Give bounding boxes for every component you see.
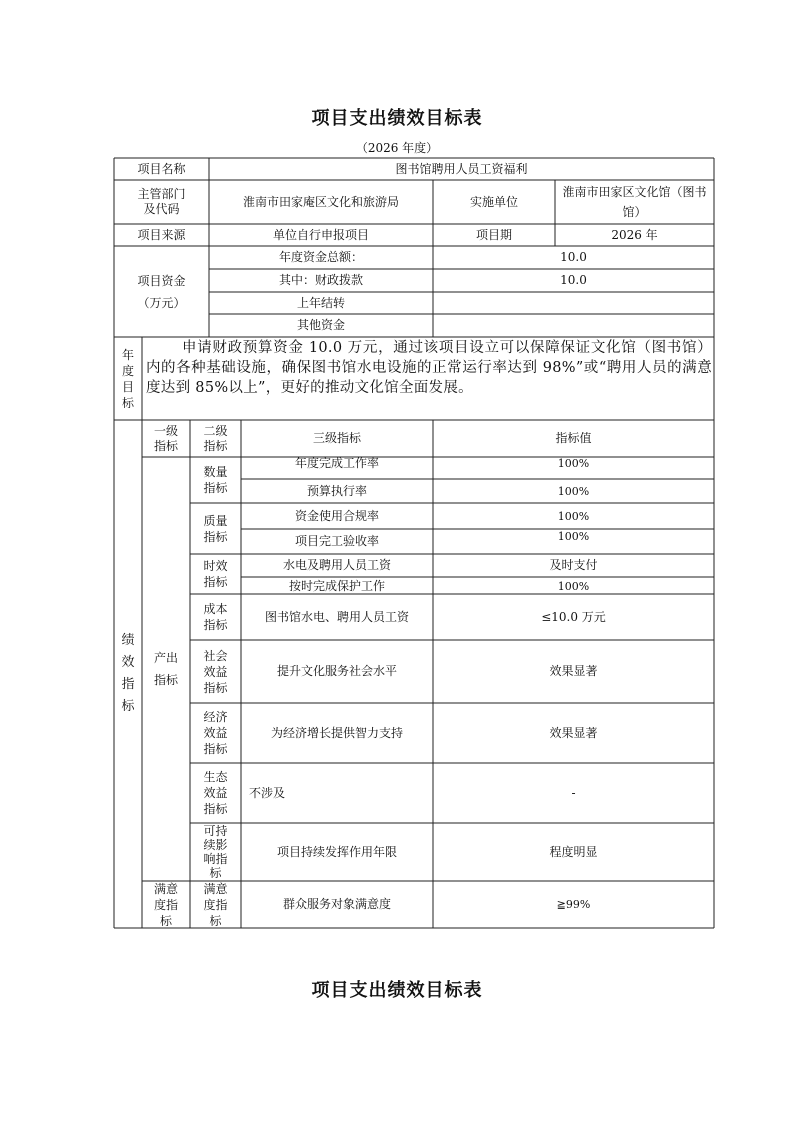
indicator-value: ≧99% [556, 898, 591, 911]
funds-total-value: 10.0 [560, 250, 587, 264]
funds-fiscal-label: 其中：财政拨款 [278, 273, 363, 287]
impl-value: 淮南市田家区文化馆（图书馆） [562, 185, 707, 219]
group-quality: 质量 指标 [203, 513, 228, 544]
group-timeliness: 时效 指标 [203, 559, 228, 589]
group-cost: 成本 指标 [203, 602, 228, 632]
indicator-value: 效果显著 [549, 664, 598, 678]
impl-label: 实施单位 [469, 194, 518, 209]
funds-fiscal-value: 10.0 [560, 273, 587, 287]
header-level1: 一级 指标 [153, 423, 178, 453]
indicator-name: 不涉及 [249, 785, 286, 800]
indicator-value: ≤10.0 万元 [541, 609, 606, 624]
indicator-value: 100% [557, 456, 590, 470]
project-name-label: 项目名称 [137, 161, 186, 176]
period-label: 项目期 [475, 227, 512, 242]
header-value: 指标值 [555, 431, 592, 445]
indicator-value: 100% [557, 509, 590, 523]
group-economic: 经济 效益 指标 [203, 710, 228, 756]
indicator-value: 100% [557, 580, 590, 593]
funds-total-label: 年度资金总额： [278, 250, 363, 264]
group-quantity: 数量 指标 [203, 465, 228, 495]
indicator-name: 资金使用合规率 [294, 508, 379, 523]
funds-carryover-value [433, 292, 714, 314]
dept-label: 主管部门 及代码 [137, 187, 186, 216]
source-value: 单位自行申报项目 [272, 227, 369, 242]
indicator-name: 按时完成保护工作 [288, 579, 385, 593]
indicator-name: 群众服务对象满意度 [282, 897, 391, 911]
output-indicator-label: 产出 指标 [153, 651, 178, 687]
indicator-name: 项目完工验收率 [294, 534, 379, 548]
indicator-value: 及时支付 [549, 558, 598, 572]
indicator-name: 图书馆水电、聘用人员工资 [264, 609, 409, 624]
period-value: 2026 年 [611, 227, 658, 242]
dept-value: 淮南市田家庵区文化和旅游局 [242, 194, 399, 209]
header-level2: 二级 指标 [203, 423, 228, 453]
funds-other-label: 其他资金 [296, 318, 345, 332]
annual-goal-label: 年 度 目 标 [121, 347, 134, 410]
year-subtitle: （2026 年度） [355, 141, 439, 155]
group-social: 社会 效益 指标 [203, 648, 228, 695]
project-name-value: 图书馆聘用人员工资福利 [395, 161, 528, 176]
performance-label: 绩 效 指 标 [121, 633, 135, 714]
annual-goal-text: 申请财政预算资金 10.0 万元，通过该项目设立可以保障保证文化馆（图书馆）内的各种基础设施，确保图书馆水电设施的正常运行率达到 98%”或“聘用人员的满意度达到 85%以上”，更好的推动文化馆全面发展。 [146, 340, 712, 396]
indicator-value: 100% [557, 484, 590, 498]
next-page-title: 项目支出绩效目标表 [311, 980, 483, 1001]
group-satisfaction: 满意 度指 标 [203, 881, 228, 928]
funds-label: 项目资金 （万元） [137, 273, 186, 310]
indicator-name: 提升文化服务社会水平 [276, 664, 397, 678]
indicator-value: 效果显著 [549, 725, 598, 740]
satisfaction-level1-label: 满意 度指 标 [153, 881, 178, 928]
indicator-name: 项目持续发挥作用年限 [276, 844, 397, 859]
indicator-value: - [571, 785, 576, 800]
group-ecological: 生态 效益 指标 [203, 770, 228, 816]
source-label: 项目来源 [137, 227, 186, 242]
indicator-value: 程度明显 [549, 844, 598, 859]
indicator-name: 水电及聘用人员工资 [282, 558, 391, 572]
funds-other-value [433, 314, 714, 337]
page-title: 项目支出绩效目标表 [311, 108, 483, 129]
indicator-name: 预算执行率 [306, 483, 367, 498]
indicator-value: 100% [557, 530, 590, 543]
group-sustainable: 可持 续影 响指 标 [203, 824, 228, 880]
header-level3: 三级指标 [312, 431, 361, 445]
funds-carryover-label: 上年结转 [296, 295, 345, 310]
indicator-name: 为经济增长提供智力支持 [270, 725, 403, 740]
indicator-name: 年度完成工作率 [294, 455, 379, 470]
